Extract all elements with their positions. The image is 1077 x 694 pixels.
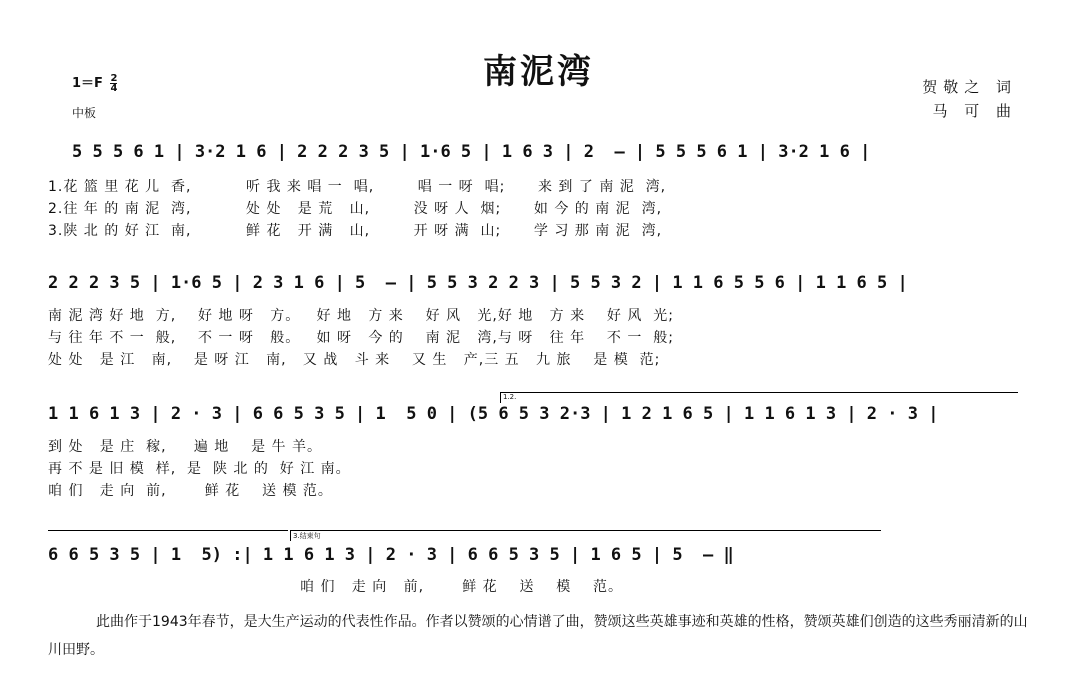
- time-top: 2: [110, 73, 118, 84]
- key-label: 1＝F: [72, 76, 103, 91]
- time-signature: [110, 74, 117, 93]
- composer-credit: 马 可 曲: [932, 102, 1017, 120]
- notation-row-2: 2 2 2 3 5 | 1·6 5 | 2 3 1 6 | 5 – | 5 5 3 2 2 3 | 5 5 3 2 | 1 1 6 5 5 6 | 1 1 6 5 |: [48, 273, 908, 293]
- volta-bracket-1-2: 1.2.: [500, 392, 1018, 403]
- notation-row-3: 1 1 6 1 3 | 2 · 3 | 6 6 5 3 5 | 1 5 0 | (5 6 5 3 2·3 | 1 2 1 6 5 | 1 1 6 1 3 | 2 · 3 |: [48, 404, 939, 424]
- lyrics-row-3-verse-2: 再 不 是 旧 模 样, 是 陕 北 的 好 江 南。: [48, 461, 351, 477]
- footnote: 此曲作于1943年春节，是大生产运动的代表性作品。作者以赞颂的心情谱了曲，赞颂这些英雄事迹和英雄的性格，赞颂英雄们创造的这些秀丽清新的山川田野。: [48, 614, 1028, 658]
- lyrics-row-2-verse-3: 处 处 是 江 南, 是 呀 江 南, 又 战 斗 来 又 生 产,三 五 九 旅 是 模 范;: [48, 352, 661, 368]
- lyrics-row-3-verse-3: 咱 们 走 向 前, 鲜 花 送 模 范。: [48, 483, 333, 499]
- notation-row-4: 6 6 5 3 5 | 1 5) :| 1 1 6 1 3 | 2 · 3 | 6 6 5 3 5 | 1 6 5 | 5 – ‖: [48, 545, 734, 565]
- lyrics-row-1-verse-3: 3.陕 北 的 好 江 南, 鲜 花 开 满 山, 开 呀 满 山; 学 习 那 南 泥 湾,: [48, 223, 663, 239]
- song-title: 南泥湾: [483, 52, 594, 92]
- lyricist-credit: 贺敬之 词: [922, 78, 1017, 96]
- lyrics-row-2-verse-2: 与 往 年 不 一 般, 不 一 呀 般。 如 呀 今 的 南 泥 湾,与 呀 往 年 不 一 般;: [48, 330, 674, 346]
- notation-row-1: 5 5 5 6 1 | 3·2 1 6 | 2 2 2 3 5 | 1·6 5 | 1 6 3 | 2 – | 5 5 5 6 1 | 3·2 1 6 |: [72, 142, 871, 162]
- lyrics-row-1-verse-1: 1.花 篮 里 花 儿 香, 听 我 来 唱 一 唱, 唱 一 呀 唱; 来 到 了 南 泥 湾,: [48, 179, 667, 195]
- tempo-marking: 中板: [72, 106, 97, 120]
- lyrics-row-2-verse-1: 南 泥 湾 好 地 方, 好 地 呀 方。 好 地 方 来 好 风 光,好 地 方 来 好 风 光;: [48, 308, 674, 324]
- key-signature: [72, 72, 117, 93]
- volta-bracket-3: 3.结束句: [290, 530, 881, 541]
- lyrics-row-4: 咱 们 走 向 前, 鲜 花 送 模 范。: [300, 579, 624, 595]
- time-bottom: 4: [110, 83, 118, 94]
- staff-line: [48, 530, 288, 531]
- lyrics-row-3-verse-1: 到 处 是 庄 稼, 遍 地 是 牛 羊。: [48, 439, 323, 455]
- lyrics-row-1-verse-2: 2.往 年 的 南 泥 湾, 处 处 是 荒 山, 没 呀 人 烟; 如 今 的 南 泥 湾,: [48, 201, 663, 217]
